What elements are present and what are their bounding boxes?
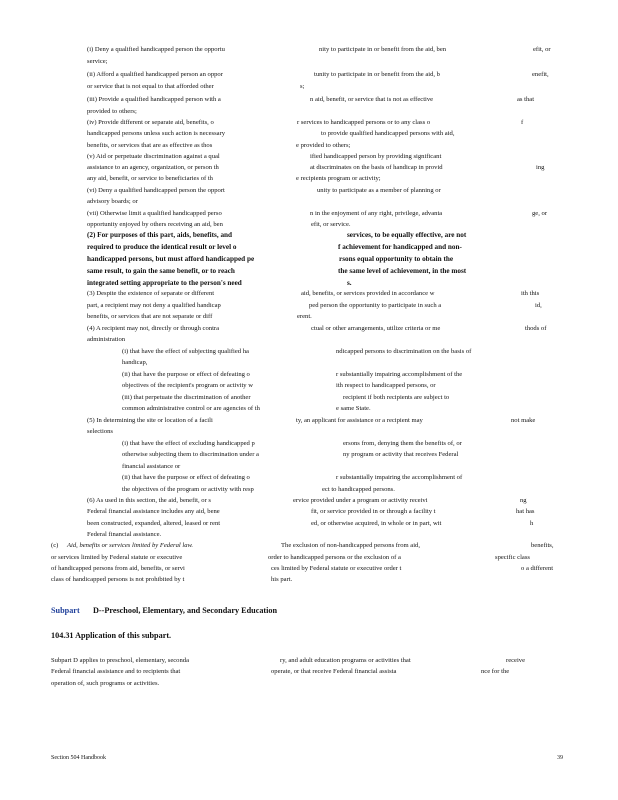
- text-line: ge, or: [532, 210, 548, 217]
- text-line: ny program or activity that receives Federal: [343, 451, 459, 458]
- text-line: recipient if both recipients are subject to: [343, 394, 450, 401]
- text-line: ith this: [521, 290, 540, 297]
- text-line: efit, or service.: [311, 221, 351, 228]
- text-line: ty, an applicant for assistance or a recipient may: [296, 417, 423, 424]
- page-number: 39: [557, 755, 563, 761]
- text-line: tunity to participate in or benefit from the aid, b: [314, 71, 440, 78]
- text-line: or services limited by Federal statute or executive: [51, 554, 183, 561]
- text-line: (v) Aid or perpetuate discrimination against a qual: [87, 153, 220, 160]
- text-line: n aid, benefit, or service that is not as effective: [310, 96, 434, 103]
- text-line: advisory boards; or: [87, 198, 138, 205]
- text-line: provided to others;: [87, 108, 137, 115]
- text-line: class of handicapped persons is not prohibited by t: [51, 576, 185, 583]
- text-line: as that: [517, 96, 535, 103]
- text-line: receive: [506, 657, 526, 664]
- text-line: at discriminates on the basis of handicap in provid: [310, 164, 443, 171]
- text-line: Federal financial assistance and to recipients that: [51, 668, 181, 675]
- text-line: to provide qualified handicapped persons with aid,: [321, 130, 455, 137]
- text-line: fit, or service provided in or through a facility t: [311, 508, 436, 515]
- text-line: nce for the: [481, 668, 510, 675]
- text-line: ect to handicapped persons.: [322, 486, 395, 493]
- text-line: id,: [535, 302, 542, 309]
- text-line: (ii) that have the purpose or effect of defeating o: [122, 474, 250, 481]
- text-line: (6) As used in this section, the aid, benefit, or s: [87, 497, 211, 504]
- text-line: ith respect to handicapped persons, or: [336, 382, 436, 389]
- paragraph-title: Aid, benefits or services limited by Federal law.: [67, 542, 194, 549]
- text-line: r substantially impairing the accomplishment of: [336, 474, 463, 481]
- text-line: (vi) Deny a qualified handicapped person the opport: [87, 187, 225, 194]
- text-line: ctual or other arrangements, utilize criteria or me: [311, 325, 441, 332]
- text-line: e recipients program or activity;: [296, 175, 381, 182]
- text-line: (ii) Afford a qualified handicapped person an oppor: [87, 71, 223, 78]
- text-line: hat has: [516, 508, 535, 515]
- bold-text-line: s.: [347, 279, 352, 287]
- text-line: Federal financial assistance includes any aid, bene: [87, 508, 220, 515]
- text-line: o a different: [521, 565, 554, 572]
- bold-text-line: same result, to gain the same benefit, or to reach: [87, 267, 235, 275]
- subpart-title: D--Preschool, Elementary, and Secondary Education: [93, 606, 278, 615]
- paragraph-label: (c): [51, 542, 59, 549]
- text-line: nity to participate in or benefit from the aid, ben: [319, 46, 447, 53]
- text-line: e same State.: [336, 405, 371, 412]
- text-line: ified handicapped person by providing significant: [310, 153, 442, 160]
- text-line: (iii) that perpetuate the discrimination of another: [122, 394, 251, 401]
- text-line: operate, or that receive Federal financial assista: [271, 668, 397, 675]
- text-line: common administrative control or are agencies of th: [122, 405, 260, 412]
- text-line: administration: [87, 336, 126, 343]
- bold-text-line: required to produce the identical result or level o: [87, 243, 237, 251]
- bold-text-line: the same level of achievement, in the most: [338, 267, 467, 275]
- text-line: The exclusion of non-handicapped persons from aid,: [281, 542, 420, 549]
- text-line: service;: [87, 58, 108, 65]
- text-line: ersons from, denying them the benefits of, or: [343, 440, 462, 447]
- text-line: benefits, or services that are not separate or diff: [87, 313, 213, 320]
- text-line: not make: [511, 417, 536, 424]
- text-line: (iv) Provide different or separate aid, benefits, o: [87, 119, 214, 126]
- text-line: (3) Despite the existence of separate or different: [87, 290, 215, 297]
- text-line: efit, or: [533, 46, 551, 53]
- bold-text-line: handicapped persons, but must afford handicapped pe: [87, 255, 255, 263]
- text-line: (iii) Provide a qualified handicapped person with a: [87, 96, 221, 103]
- text-line: r substantially impairing accomplishment of the: [336, 371, 463, 378]
- text-line: s;: [300, 83, 305, 90]
- bold-text-line: services, to be equally effective, are not: [347, 231, 467, 239]
- text-line: opportunity enjoyed by others receiving an aid, ben: [87, 221, 223, 228]
- section-heading: 104.31 Application of this subpart.: [51, 631, 172, 640]
- text-line: enefit,: [532, 71, 549, 78]
- text-line: otherwise subjecting them to discrimination under a: [122, 451, 259, 458]
- text-line: ng: [520, 497, 527, 504]
- text-line: ces limited by Federal statute or executive order t: [271, 565, 402, 572]
- footer-title: Section 504 Handbook: [51, 755, 106, 761]
- text-line: benefits,: [531, 542, 554, 549]
- text-line: (5) In determining the site or location of a facili: [87, 417, 213, 424]
- text-line: e provided to others;: [296, 142, 351, 149]
- text-line: Subpart D applies to preschool, elementary, seconda: [51, 657, 189, 664]
- text-line: h: [530, 520, 534, 527]
- bold-text-line: integrated setting appropriate to the person's need: [87, 279, 242, 287]
- text-line: the objectives of the program or activity with resp: [122, 486, 254, 493]
- text-line: (vii) Otherwise limit a qualified handicapped perso: [87, 210, 222, 217]
- text-line: (i) Deny a qualified handicapped person the opportu: [87, 46, 225, 53]
- text-line: f: [521, 119, 524, 126]
- text-line: (i) that have the effect of excluding handicapped p: [122, 440, 255, 447]
- text-line: objectives of the recipient's program or activity w: [122, 382, 254, 389]
- text-line: of handicapped persons from aid, benefits, or servi: [51, 565, 185, 572]
- text-line: thods of: [525, 325, 547, 332]
- text-line: ervice provided under a program or activity receivi: [293, 497, 428, 504]
- text-line: ped person the opportunity to participate in such a: [309, 302, 442, 309]
- text-line: (i) that have the effect of subjecting qualified ha: [122, 348, 249, 355]
- text-line: r services to handicapped persons or to any class o: [297, 119, 431, 126]
- text-line: his part.: [271, 576, 293, 583]
- text-line: unity to participate as a member of planning or: [317, 187, 441, 194]
- text-line: assistance to an agency, organization, or person th: [87, 164, 219, 171]
- text-line: ndicapped persons to discrimination on the basis of: [336, 348, 472, 355]
- subpart-label: Subpart: [51, 606, 80, 615]
- text-line: n in the enjoyment of any right, privilege, advanta: [310, 210, 443, 217]
- text-line: part, a recipient may not deny a qualified handicap: [87, 302, 221, 309]
- bold-text-line: f achievement for handicapped and non-: [338, 243, 462, 251]
- text-line: been constructed, expanded, altered, leased or rent: [87, 520, 221, 527]
- text-line: aid, benefits, or services provided in accordance w: [301, 290, 435, 297]
- text-line: selections: [87, 428, 114, 435]
- text-line: financial assistance or: [122, 463, 181, 470]
- bold-text-line: rsons equal opportunity to obtain the: [339, 255, 454, 263]
- text-line: any aid, benefit, or service to beneficiaries of th: [87, 175, 213, 182]
- text-line: ing: [536, 164, 545, 171]
- text-line: benefits, or services that are as effective as thos: [87, 142, 213, 149]
- text-line: ry, and adult education programs or activities that: [280, 657, 411, 664]
- text-line: (ii) that have the purpose or effect of defeating o: [122, 371, 250, 378]
- text-line: operation of, such programs or activities.: [51, 680, 160, 687]
- text-line: specific class: [495, 554, 530, 561]
- text-line: handicapped persons unless such action is necessary: [87, 130, 226, 137]
- text-line: Federal financial assistance.: [87, 531, 162, 538]
- text-line: erent.: [297, 313, 312, 320]
- text-line: ed, or otherwise acquired, in whole or in part, wit: [311, 520, 442, 527]
- text-line: order to handicapped persons or the exclusion of a: [268, 554, 401, 561]
- text-line: or service that is not equal to that afforded other: [87, 83, 214, 90]
- text-line: (4) A recipient may not, directly or through contra: [87, 325, 220, 332]
- bold-text-line: (2) For purposes of this part, aids, benefits, and: [87, 231, 233, 239]
- text-line: handicap,: [122, 359, 148, 366]
